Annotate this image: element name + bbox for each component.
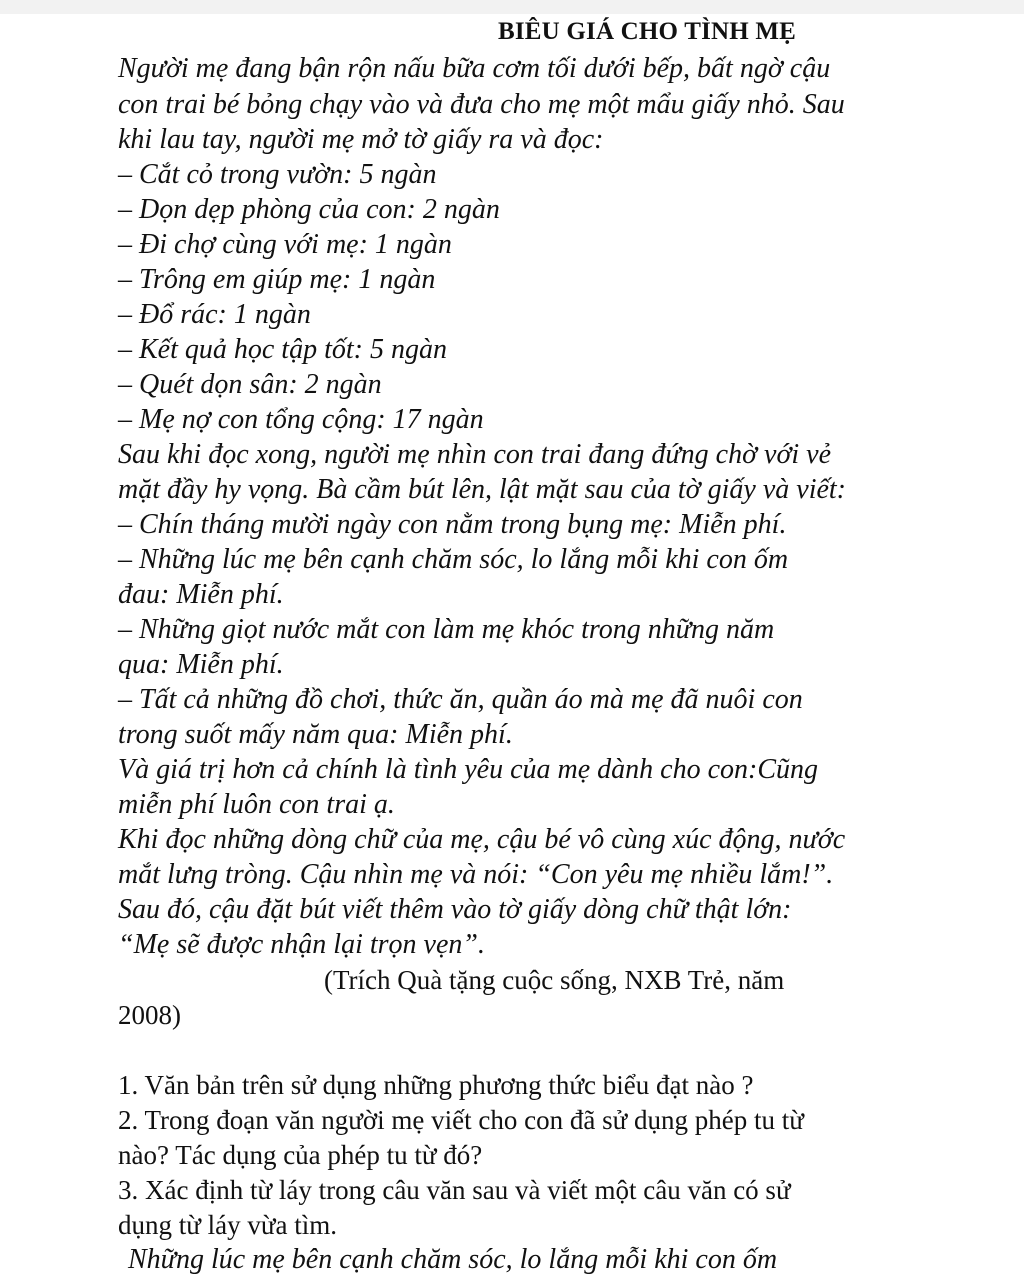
story-list-item: – Những lúc mẹ bên cạnh chăm sóc, lo lắng mỗi khi con ốm [118,544,789,575]
question-line: nào? Tác dụng của phép tu từ đó? [118,1140,483,1170]
story-line: miễn phí luôn con trai ạ. [118,789,395,820]
question-line: dụng từ láy vừa tìm. [118,1210,337,1240]
story-list-item: – Đi chợ cùng với mẹ: 1 ngàn [118,229,452,260]
story-line: Sau đó, cậu đặt bút viết thêm vào tờ giấy dòng chữ thật lớn: [118,894,792,925]
story-line: đau: Miễn phí. [118,579,284,610]
story-list-item: – Tất cả những đồ chơi, thức ăn, quần áo mà mẹ đã nuôi con [118,684,803,715]
story-line: khi lau tay, người mẹ mở tờ giấy ra và đọc: [118,124,604,155]
story-list-item: – Dọn dẹp phòng của con: 2 ngàn [118,194,500,225]
story-list-item: – Mẹ nợ con tổng cộng: 17 ngàn [118,404,484,435]
story-list-item: – Những giọt nước mắt con làm mẹ khóc trong những năm [118,614,775,645]
story-line: mặt đầy hy vọng. Bà cầm bút lên, lật mặt sau của tờ giấy và viết: [118,474,846,505]
question-line: 3. Xác định từ láy trong câu văn sau và viết một câu văn có sử [118,1175,791,1205]
story-line: mắt lưng tròng. Cậu nhìn mẹ và nói: “Con yêu mẹ nhiều lắm!”. [118,859,834,890]
source-citation-year: 2008) [118,1000,181,1030]
document-title: BIÊU GIÁ CHO TÌNH MẸ [498,18,797,45]
story-line: trong suốt mấy năm qua: Miễn phí. [118,719,513,750]
question-line: 1. Văn bản trên sử dụng những phương thức biểu đạt nào ? [118,1070,754,1100]
quoted-sentence: Những lúc mẹ bên cạnh chăm sóc, lo lắng mỗi khi con ốm [128,1244,778,1275]
story-line: Người mẹ đang bận rộn nấu bữa cơm tối dưới bếp, bất ngờ cậu [118,53,831,84]
story-line: qua: Miễn phí. [118,649,284,680]
story-list-item: – Đổ rác: 1 ngàn [118,299,311,330]
story-line: Sau khi đọc xong, người mẹ nhìn con trai đang đứng chờ với vẻ [118,439,832,470]
story-line: “Mẹ sẽ được nhận lại trọn vẹn”. [118,929,485,960]
story-line: Và giá trị hơn cả chính là tình yêu của mẹ dành cho con:Cũng [118,754,819,785]
story-list-item: – Quét dọn sân: 2 ngàn [118,369,382,400]
source-citation: (Trích Quà tặng cuộc sống, NXB Trẻ, năm [324,965,785,995]
story-list-item: – Trông em giúp mẹ: 1 ngàn [118,264,436,295]
story-list-item: – Cắt cỏ trong vườn: 5 ngàn [118,159,437,190]
story-list-item: – Kết quả học tập tốt: 5 ngàn [118,334,447,365]
story-line: con trai bé bỏng chạy vào và đưa cho mẹ một mẩu giấy nhỏ. Sau [118,89,845,120]
story-line: Khi đọc những dòng chữ của mẹ, cậu bé vô cùng xúc động, nước [118,824,846,855]
story-list-item: – Chín tháng mười ngày con nằm trong bụng mẹ: Miễn phí. [118,509,787,540]
question-line: 2. Trong đoạn văn người mẹ viết cho con đã sử dụng phép tu từ [118,1105,804,1135]
